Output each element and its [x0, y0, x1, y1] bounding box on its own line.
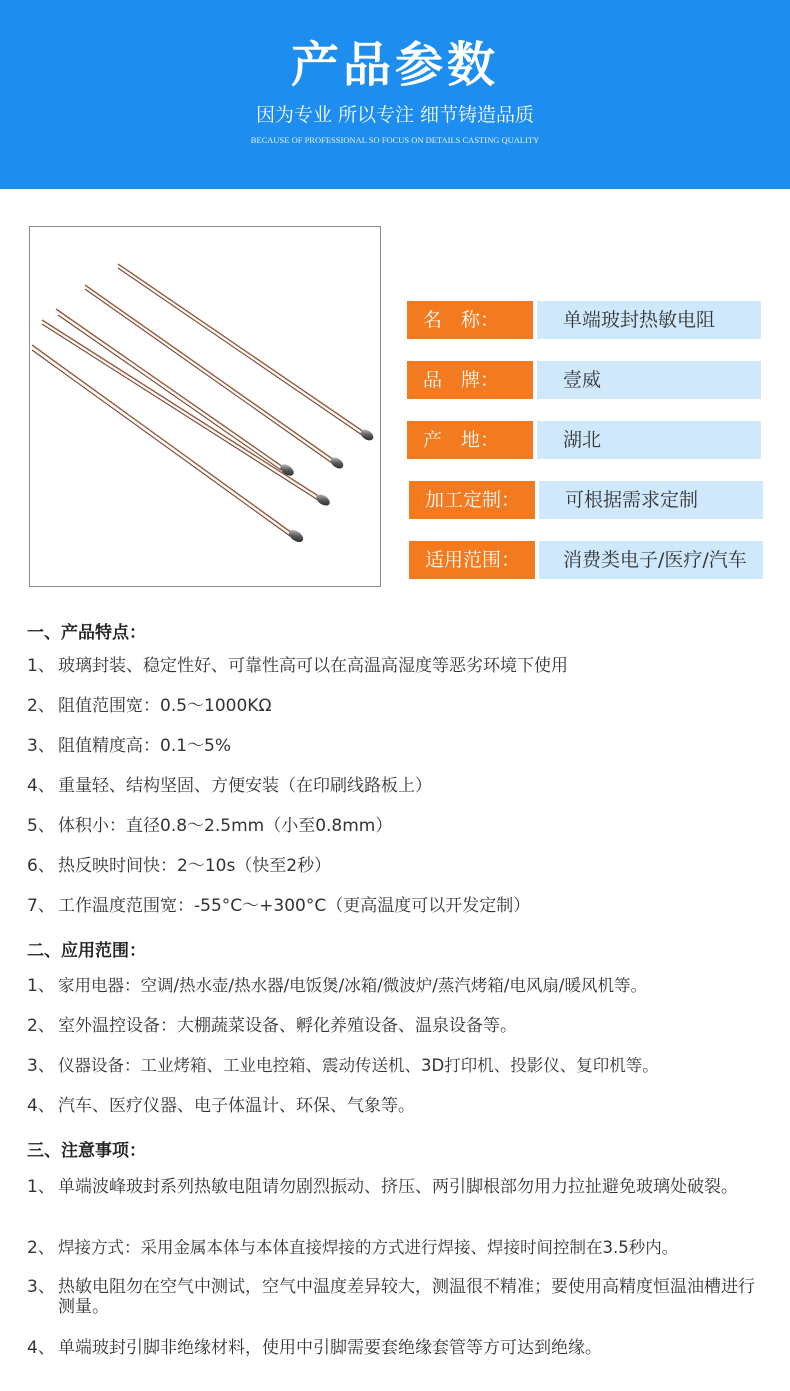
list-item	[27, 856, 787, 876]
item-text: 室外温控设备：大棚蔬菜设备、孵化养殖设备、温泉设备等。	[58, 1016, 517, 1036]
item-number: 1、	[27, 656, 55, 676]
item-text: 阻值范围宽：0.5～1000KΩ	[58, 696, 272, 716]
spec-value: 湖北	[537, 421, 761, 459]
item-number: 2、	[27, 1016, 55, 1036]
item-number: 7、	[27, 896, 55, 916]
thermistor-2	[85, 285, 345, 471]
item-number: 3、	[27, 1277, 55, 1297]
item-text: 家用电器：空调/热水壶/热水器/电饭煲/冰箱/微波炉/蒸汽烤箱/电风扇/暖风机等。	[58, 976, 647, 995]
section-title-precautions: 三、注意事项：	[27, 1141, 146, 1161]
item-number: 3、	[27, 736, 55, 756]
header-banner	[0, 0, 790, 189]
spec-label: 加工定制：	[409, 481, 535, 519]
list-item	[27, 1177, 787, 1197]
page-title: 产品参数	[290, 37, 499, 93]
item-number: 1、	[27, 1177, 55, 1197]
list-item	[27, 1338, 787, 1358]
item-number: 2、	[27, 1238, 55, 1258]
item-number: 1、	[27, 976, 55, 996]
item-text: 重量轻、结构坚固、方便安装（在印刷线路板上）	[58, 776, 432, 796]
item-text: 玻璃封装、稳定性好、可靠性高可以在高温高湿度等恶劣环境下使用	[58, 656, 568, 676]
spec-value: 单端玻封热敏电阻	[537, 301, 761, 339]
item-text: 单端波峰玻封系列热敏电阻请勿剧烈振动、挤压、两引脚根部勿用力拉扯避免玻璃处破裂。	[58, 1177, 738, 1197]
list-item	[27, 896, 787, 916]
item-text: 工作温度范围宽：-55°C～+300°C（更高温度可以开发定制）	[58, 896, 531, 916]
item-number: 5、	[27, 816, 55, 836]
item-number: 4、	[27, 1338, 55, 1358]
item-text: 汽车、医疗仪器、电子体温计、环保、气象等。	[58, 1096, 415, 1116]
list-item	[27, 976, 787, 996]
list-item	[27, 1056, 787, 1076]
spec-value: 可根据需求定制	[539, 481, 763, 519]
item-text: 单端玻封引脚非绝缘材料，使用中引脚需要套绝缘套管等方可达到绝缘。	[58, 1338, 602, 1358]
list-item	[27, 776, 787, 796]
item-number: 4、	[27, 1096, 55, 1116]
spec-label: 产 地：	[407, 421, 533, 459]
spec-value: 消费类电子/医疗/汽车	[539, 541, 763, 579]
banner-subtitle-english: BECAUSE OF PROFESSIONAL SO FOCUS ON DETAILS CASTING QUALITY	[250, 135, 540, 145]
item-number: 3、	[27, 1056, 55, 1076]
thermistor-5	[32, 345, 305, 545]
spec-value: 壹威	[537, 361, 761, 399]
list-item	[27, 1096, 787, 1116]
product-photo	[29, 226, 381, 587]
item-text: 阻值精度高：0.1～5%	[58, 736, 232, 756]
item-text: 焊接方式：采用金属本体与本体直接焊接的方式进行焊接、焊接时间控制在3.5秒内。	[58, 1238, 679, 1257]
section-title-applications: 二、应用范围：	[27, 941, 146, 961]
list-item	[27, 1016, 787, 1036]
item-text: 热反映时间快：2～10s（快至2秒）	[58, 856, 332, 876]
item-text: 体积小：直径0.8～2.5mm（小至0.8mm）	[58, 816, 393, 836]
list-item	[27, 1277, 787, 1317]
item-number: 4、	[27, 776, 55, 796]
list-item	[27, 736, 787, 756]
section-title-features: 一、产品特点：	[27, 623, 146, 643]
banner-subtitle: 因为专业 所以专注 细节铸造品质	[255, 104, 535, 126]
list-item	[27, 696, 787, 716]
thermistor-1	[118, 264, 375, 443]
list-item	[27, 1238, 787, 1258]
item-text: 仪器设备：工业烤箱、工业电控箱、震动传送机、3D打印机、投影仪、复印机等。	[58, 1056, 659, 1075]
thermistor-illustration	[30, 227, 380, 586]
spec-label: 品 牌：	[407, 361, 533, 399]
item-number: 6、	[27, 856, 55, 876]
item-text: 热敏电阻勿在空气中测试，空气中温度差异较大，测温很不精准；要使用高精度恒温油槽进行测量。	[58, 1277, 755, 1317]
item-number: 2、	[27, 696, 55, 716]
list-item	[27, 816, 787, 836]
spec-label: 名 称：	[407, 301, 533, 339]
list-item	[27, 656, 787, 676]
thermistor-3	[42, 320, 332, 508]
spec-label: 适用范围：	[409, 541, 535, 579]
